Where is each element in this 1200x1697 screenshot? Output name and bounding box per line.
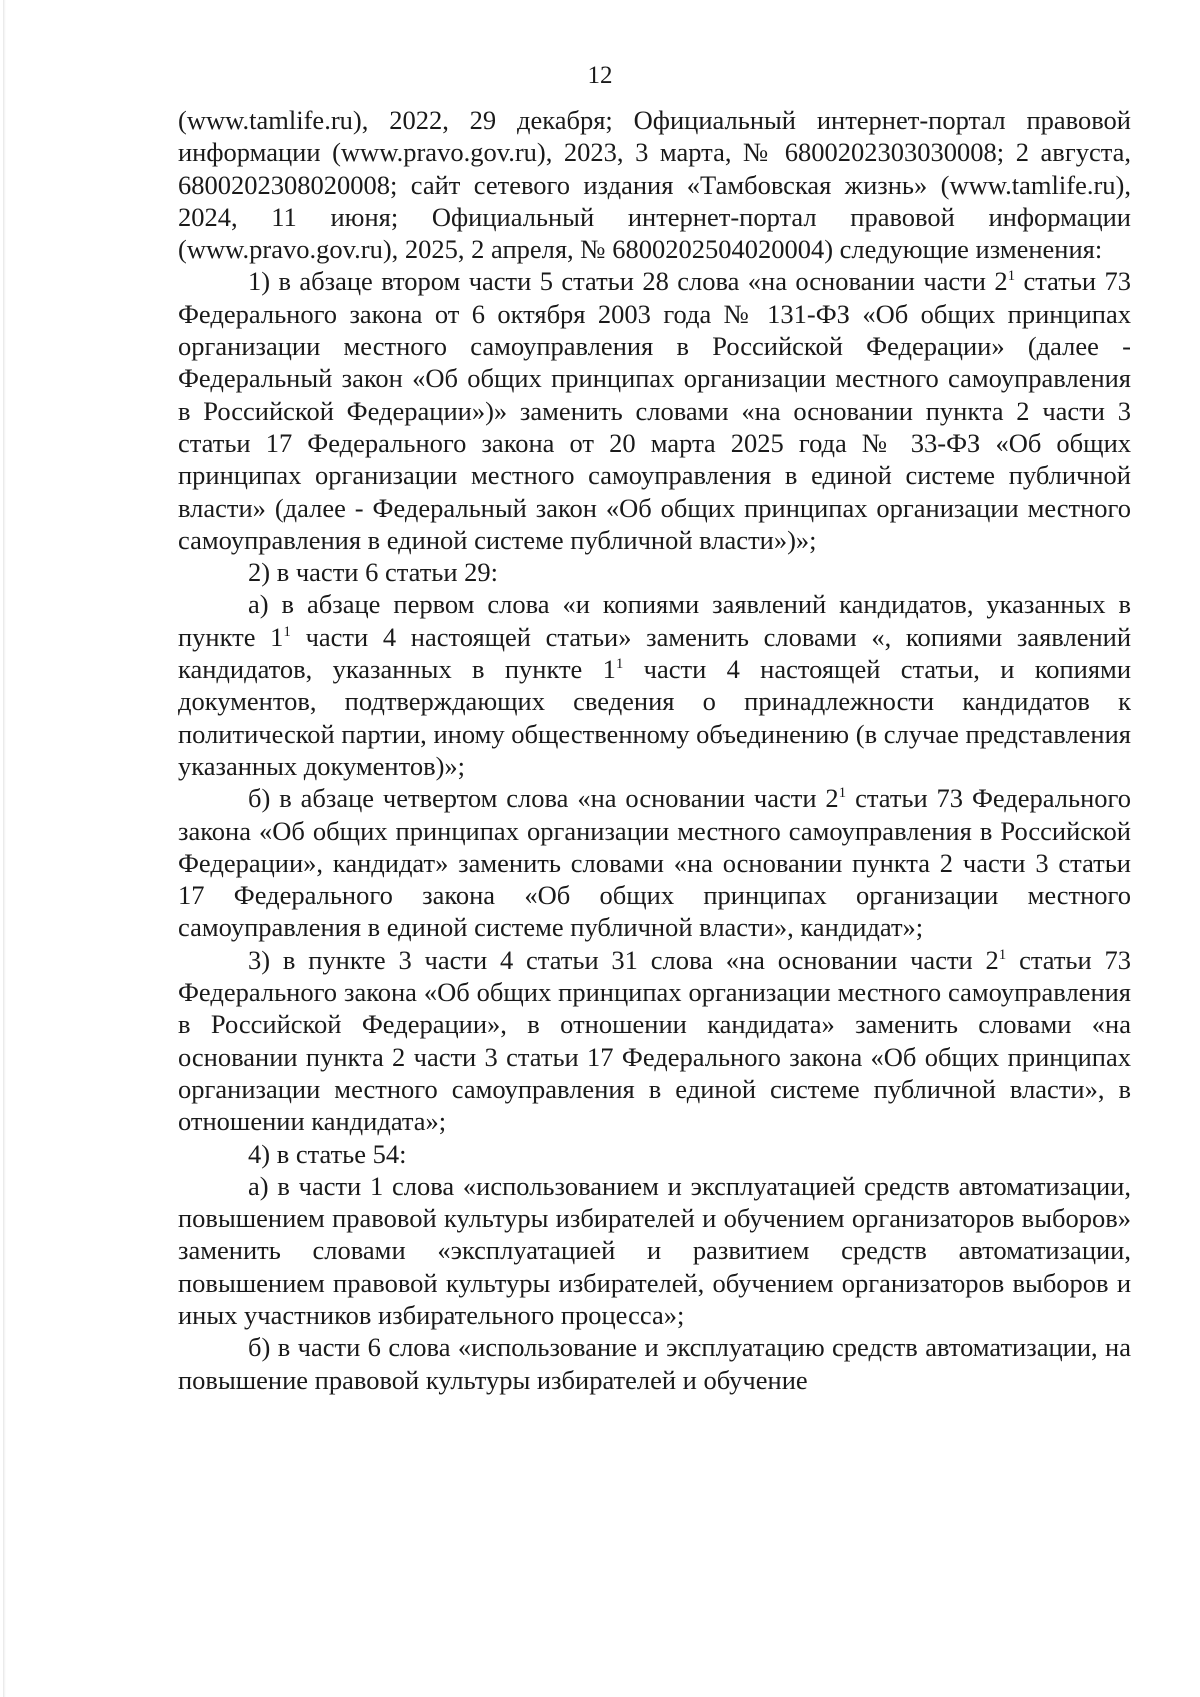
superscript: 1 — [283, 623, 291, 640]
text-run: б) в абзаце четвертом слова «на основании части 2 — [248, 783, 839, 814]
paragraph-p6 — [178, 1138, 1131, 1170]
text-run: б) в части 6 слова «использование и эксплуатацию средств автоматизации, на повышение правовой культуры избирателей и обучение — [178, 1332, 1131, 1395]
page-number: 12 — [587, 62, 613, 89]
superscript: 1 — [838, 785, 847, 802]
text-run: а) в части 1 слова «использованием и эксплуатацией средств автоматизации, повышением правовой культуры избирателей и обучением организаторов выборов» заменить словами «эксплуатацией и развитием средств автоматизации, повышением правовой культуры избирателей, обучением организаторов выборов и иных участников избирательного процесса»; — [178, 1170, 1131, 1330]
paragraph-p7 — [178, 1170, 1131, 1331]
text-run: (www.tamlife.ru), 2022, 29 декабря; Официальный интернет-портал правовой информации (www.pravo.gov.ru), 2023, 3 марта, № 6800202303030008; 2 августа, 6800202308020008; сайт сетевого издания «Тамбовская жизнь» (www.tamlife.ru), 2024, 11 июня; Официальный интернет-портал правовой информации (www.pravo.gov.ru), 2025, 2 апреля, № 6800202504020004) следующие изменения: — [178, 105, 1131, 265]
superscript: 1 — [615, 656, 624, 673]
text-run: а) в абзаце первом слова «и копиями заявлений кандидатов, указанных в пункте 1 — [178, 589, 1131, 652]
paragraph-p5 — [178, 944, 1131, 1138]
paragraph-p8 — [178, 1331, 1131, 1396]
text-run: 2) в части 6 статьи 29: — [248, 557, 499, 588]
superscript: 1 — [1007, 268, 1016, 285]
paragraph-p4 — [178, 782, 1131, 943]
superscript: 1 — [998, 946, 1007, 963]
text-run: части 4 настоящей статьи, и копиями документов, подтверждающих сведения о принадлежности кандидатов к политической партии, иному общественному объединению (в случае представления указанных документов)»; — [178, 654, 1131, 781]
paragraph-p3 — [178, 588, 1131, 782]
text-run: 1) в абзаце втором части 5 статьи 28 слова «на основании части 2 — [248, 266, 1008, 297]
document-body — [178, 104, 1131, 1396]
text-run: 3) в пункте 3 части 4 статьи 31 слова «на основании части 2 — [248, 944, 999, 975]
paragraph-p1 — [178, 265, 1131, 556]
text-run: статьи 73 Федерального закона «Об общих принципах организации местного самоуправления в Российской Федерации», в отношении кандидата» заменить словами «на основании пункта 2 части 3 статьи 17 Федерального закона «Об общих принципах организации местного самоуправления в единой системе публичной власти», в отношении кандидата»; — [178, 944, 1131, 1137]
text-run: статьи 73 Федерального закона «Об общих принципах организации местного самоуправления в Российской Федерации», кандидат» заменить словами «на основании пункта 2 части 3 статьи 17 Федерального закона «Об общих принципах организации местного самоуправления в единой системе публичной власти», кандидат»; — [178, 783, 1131, 943]
paragraph-p0 — [178, 104, 1131, 265]
text-run: статьи 73 Федерального закона от 6 октября 2003 года № 131-ФЗ «Об общих принципах организации местного самоуправления в Российской Федерации» (далее - Федеральный закон «Об общих принципах организации местного самоуправления в Российской Федерации»)» заменить словами «на основании пункта 2 части 3 статьи 17 Федерального закона от 20 марта 2025 года № 33-ФЗ «Об общих принципах организации местного самоуправления в единой системе публичной власти» (далее - Федеральный закон «Об общих принципах организации местного самоуправления в единой системе публичной власти»)»; — [178, 266, 1131, 555]
text-run: 4) в статье 54: — [248, 1138, 407, 1169]
paragraph-p2 — [178, 556, 1131, 588]
scan-edge-shadow — [3, 0, 6, 1697]
text-run: части 4 настоящей статьи» заменить словами «, копиями заявлений кандидатов, указанных в пункте 1 — [178, 621, 1131, 685]
